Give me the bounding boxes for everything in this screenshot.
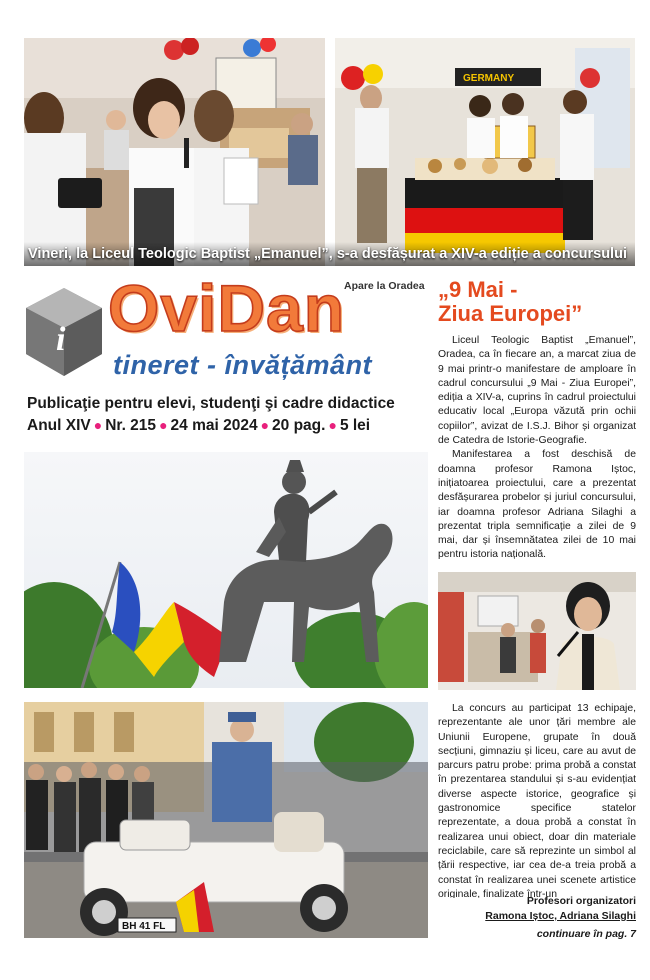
photo-speaker-at-microphone (438, 572, 636, 690)
tagline: Publicaţie pentru elevi, studenţi şi cadre didactice (27, 395, 395, 412)
continuation-link[interactable]: continuare în pag. 7 (536, 928, 636, 940)
photo-students-presenting (24, 38, 325, 266)
publication-location: Apare la Oradea (344, 280, 425, 292)
article-paragraph: Liceul Teologic Baptist „Emanuel”, Oradea, ca în fiecare an, a marcat ziua de 9 mai printr-o manifestare de amploare în cadrul concursului „9 Mai - Ziua Europei”, ediția a XIV-a, cuprins în cadrul proiectului educativ local „Europa văzută prin ochii copiilor”, avizat de I.S.J. Bihor și organizat de Catedra de Istorie-Geografie. (438, 335, 636, 447)
signature-names: Ramona Iștoc, Adriana Silaghi (485, 910, 636, 922)
newspaper-subtitle: tineret - învățământ (113, 350, 373, 380)
bullet-icon: ● (328, 417, 337, 433)
ovidan-logo-icon (22, 284, 106, 380)
issue-year: Anul XIV (27, 417, 91, 434)
signature-role: Profesori organizatori (526, 895, 636, 907)
bullet-icon: ● (260, 417, 270, 433)
banner-caption: Vineri, la Liceul Teologic Baptist „Emanuel”, s-a desfășurat a XIV-a ediție a concursului (24, 242, 635, 266)
article-paragraph: Manifestarea a fost deschisă de doamna profesor Ramona Iștoc, inițiatoarea proiectului, care a prezentat desfășurarea probelor și juriul concursului, iar doamna profesor Adriana Silaghi a prezentat tripla semnificație a zilei de 9 mai, dar și însemnătatea zilei de 10 mai pentru istoria națională. (438, 449, 636, 561)
issue-info (27, 417, 370, 435)
article-headline (438, 278, 638, 326)
germany-sign-text: GERMANY (463, 73, 515, 84)
photo-vintage-car-parade (24, 702, 428, 938)
newspaper-name: OviDan (108, 271, 346, 345)
bullet-icon: ● (159, 417, 168, 433)
issue-number: Nr. 215 (105, 417, 157, 434)
headline-line-1: „9 Mai - (438, 277, 518, 302)
page-count: 20 pag. (272, 417, 326, 434)
article-paragraph: La concurs au participat 13 echipaje, reprezentante ale unor țări membre ale Uniunii Europene, grupate în două secțiuni, gimnaziu și liceu, care au avut de parcurs patru probe: prima probă a constat în prezentarea standului și s-au evidențiat diverse aspecte istorice, geografice și gastronomice specifice statelor reprezentate, a doua probă a constat în realizarea unui obiect, doar din materiale reciclabile, care să reprezinte un simbol al țării respective, iar cea de-a treia probă a constat în realizarea unei scenete artistice originale, finalizate într-un (438, 703, 636, 898)
photo-germany-stand (335, 38, 635, 266)
license-plate: BH 41 FL (122, 921, 166, 932)
photo-equestrian-statue (24, 452, 428, 688)
bullet-icon: ● (93, 417, 103, 433)
article-body-part1 (438, 334, 636, 566)
article-body-part2 (438, 702, 636, 898)
price: 5 lei (339, 417, 371, 434)
headline-line-2: Ziua Europei” (438, 301, 583, 326)
issue-date: 24 mai 2024 (170, 417, 258, 434)
logo-letter: i (56, 321, 66, 358)
